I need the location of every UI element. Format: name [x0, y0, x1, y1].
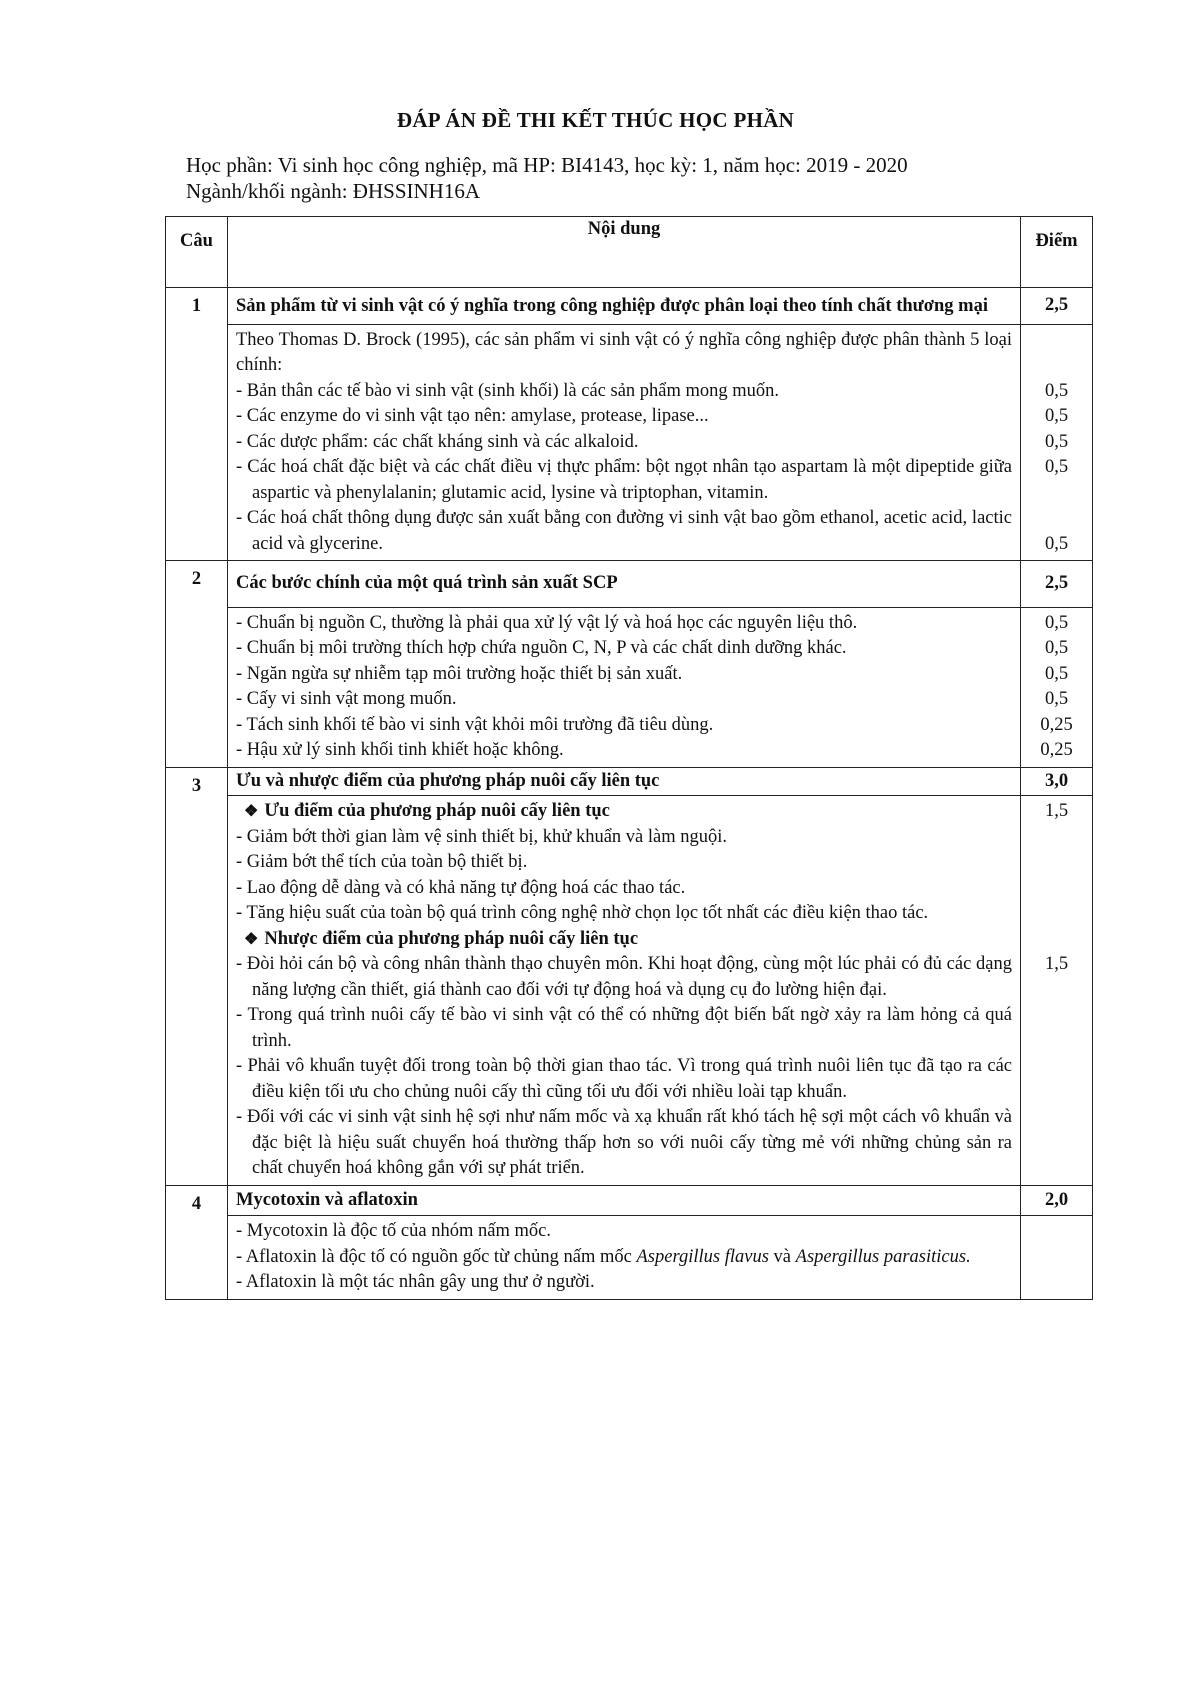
diamond-bullet-icon: ❖ [244, 930, 259, 948]
q1-number: 1 [166, 288, 228, 561]
q1-item: - Các hoá chất đặc biệt và các chất điều vị thực phẩm: bột ngọt nhân tạo aspartam là một dipeptide giữa aspartic và phenylalanin; glutamic acid, lysine và triptophan, vitamin. [236, 457, 1012, 503]
q2-item: - Chuẩn bị nguồn C, thường là phải qua xử lý vật lý và hoá học các nguyên liệu thô. [236, 612, 858, 633]
q1-intro: Theo Thomas D. Brock (1995), các sản phẩm vi sinh vật có ý nghĩa công nghiệp được phân thành 5 loại chính: [236, 329, 1012, 375]
q2-item: - Hậu xử lý sinh khối tinh khiết hoặc không. [236, 740, 564, 760]
q3-dis-item: - Đòi hỏi cán bộ và công nhân thành thạo chuyên môn. Khi hoạt động, cùng một lúc phải có đủ các dạng năng lượng cần thiết, giá thành cao đối với tự động hoá và dụng cụ đo lường hiện đại. [236, 954, 1012, 1000]
q1-item: - Các enzyme do vi sinh vật tạo nên: amylase, protease, lipase... [236, 406, 709, 426]
q2-item: - Cấy vi sinh vật mong muốn. [236, 689, 457, 709]
q4-heading: Mycotoxin và aflatoxin [228, 1185, 1021, 1216]
q1-item: - Bản thân các tế bào vi sinh vật (sinh khối) là các sản phẩm mong muốn. [236, 380, 780, 401]
q4-body-row [166, 1216, 1093, 1300]
q3-heading: Ưu và nhược điểm của phương pháp nuôi cấy liên tục [228, 767, 1021, 796]
course-line: Học phần: Vi sinh học công nghiệp, mã HP: BI4143, học kỳ: 1, năm học: 2019 - 2020 [186, 153, 908, 177]
q4-item: - Mycotoxin là độc tố của nhóm nấm mốc. [236, 1221, 551, 1241]
q1-heading: Sản phẩm từ vi sinh vật có ý nghĩa trong công nghiệp được phân loại theo tính chất thương mại [228, 288, 1021, 325]
answer-table [165, 216, 1093, 1300]
q4-total: 2,0 [1021, 1185, 1093, 1216]
q3-total: 3,0 [1021, 767, 1093, 796]
page-title: ĐÁP ÁN ĐỀ THI KẾT THÚC HỌC PHẦN [396, 108, 795, 132]
q3-adv-item: - Lao động dễ dàng và có khả năng tự động hoá các thao tác. [236, 877, 686, 898]
q1-item-points: 0,5 [1044, 431, 1069, 452]
q2-number: 2 [166, 561, 228, 768]
q1-item-points: 0,5 [1044, 380, 1069, 401]
header-points: Điểm [1021, 217, 1093, 288]
q3-adv-points: 1,5 [1044, 801, 1069, 821]
species-name: Aspergillus parasiticus. [795, 1246, 971, 1267]
q4-item-aflatoxin-origin: - Aflatoxin là độc tố có nguồn gốc từ chủng nấm mốc Aspergillus flavus và Aspergillus parasiticus. [236, 1246, 971, 1267]
q1-body-row [166, 324, 1093, 561]
q3-adv-item: - Giảm bớt thời gian làm vệ sinh thiết bị, khử khuẩn và làm nguội. [236, 826, 727, 847]
header-cau: Câu [166, 217, 228, 288]
q3-heading-row [166, 767, 1093, 796]
q3-advantages-title: ❖ Ưu điểm của phương pháp nuôi cấy liên tục [244, 801, 610, 821]
q2-body-row [166, 607, 1093, 767]
q2-item-points: 0,25 [1040, 740, 1073, 760]
q4-number: 4 [166, 1185, 228, 1299]
q1-item: - Các hoá chất thông dụng được sản xuất bằng con đường vi sinh vật bao gồm ethanol, acetic acid, lactic acid và glycerine. [236, 508, 1012, 554]
diamond-bullet-icon: ❖ [244, 803, 259, 820]
q2-item: - Ngăn ngừa sự nhiễm tạp môi trường hoặc thiết bị sản xuất. [236, 663, 683, 684]
q1-heading-row [166, 288, 1093, 325]
q2-item-points: 0,5 [1044, 689, 1069, 709]
table-header-row [166, 217, 1093, 288]
q1-item: - Các dược phẩm: các chất kháng sinh và các alkaloid. [236, 431, 639, 452]
q3-adv-item: - Giảm bớt thể tích của toàn bộ thiết bị. [236, 852, 528, 872]
q1-item-points: 0,5 [1044, 533, 1069, 554]
q2-total: 2,5 [1021, 561, 1093, 608]
q3-adv-item: - Tăng hiệu suất của toàn bộ quá trình công nghệ nhờ chọn lọc tốt nhất các điều kiện thao tác. [236, 903, 929, 923]
q2-heading-row [166, 561, 1093, 608]
q1-item-points: 0,5 [1044, 457, 1069, 477]
q2-item-points: 0,5 [1044, 663, 1069, 684]
q3-dis-points: 1,5 [1044, 953, 1069, 974]
q4-item: - Aflatoxin là một tác nhân gây ung thư ở người. [236, 1272, 595, 1292]
q3-body-row [166, 796, 1093, 1186]
q3-disadvantages-title: ❖ Nhược điểm của phương pháp nuôi cấy liên tục [244, 928, 639, 949]
q2-item-points: 0,25 [1040, 714, 1073, 735]
q3-dis-item: - Trong quá trình nuôi cấy tế bào vi sinh vật có thể có những đột biến bất ngờ xảy ra làm hỏng cả quá trình. [236, 1005, 1012, 1051]
q2-item: - Chuẩn bị môi trường thích hợp chứa nguồn C, N, P và các chất dinh dưỡng khác. [236, 638, 847, 658]
header-content: Nội dung [228, 217, 1021, 288]
q2-heading: Các bước chính của một quá trình sản xuất SCP [228, 561, 1021, 608]
q1-item-points: 0,5 [1044, 406, 1069, 426]
q2-item-points: 0,5 [1044, 638, 1069, 658]
q2-item: - Tách sinh khối tế bào vi sinh vật khỏi môi trường đã tiêu dùng. [236, 714, 714, 735]
q4-heading-row [166, 1185, 1093, 1216]
major-line: Ngành/khối ngành: ĐHSSINH16A [186, 179, 480, 203]
q1-total: 2,5 [1021, 288, 1093, 325]
q3-number: 3 [166, 767, 228, 1185]
q3-dis-item: - Phải vô khuẩn tuyệt đối trong toàn bộ thời gian thao tác. Vì trong quá trình nuôi liên tục đã tạo ra các điều kiện tối ưu cho chủng nuôi cấy thì cũng tối ưu đối với nhiều loài tạp khuẩn. [236, 1056, 1012, 1102]
q3-dis-item: - Đối với các vi sinh vật sinh hệ sợi như nấm mốc và xạ khuẩn rất khó tách hệ sợi một cách vô khuẩn và đặc biệt là hiệu suất chuyển hoá thường thấp hơn so với nuôi cấy từng mẻ với những chủng sản ra chất chuyển hoá không gắn với sự phát triển. [236, 1107, 1012, 1178]
q2-item-points: 0,5 [1044, 612, 1069, 633]
species-name: Aspergillus flavus [636, 1246, 769, 1267]
